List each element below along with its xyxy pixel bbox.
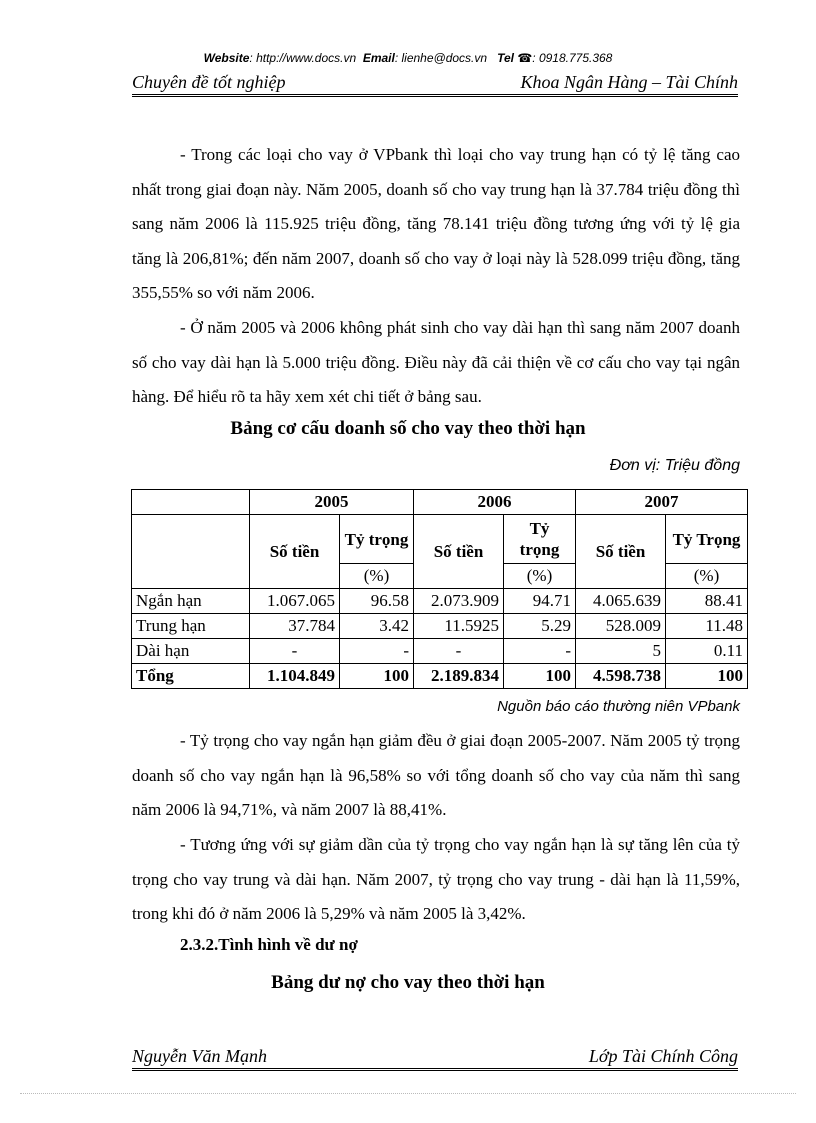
- table-row: [132, 639, 748, 664]
- amount-header: Số tiền: [250, 515, 340, 589]
- footer-class: Lớp Tài Chính Công: [588, 1046, 738, 1066]
- table-cell: 528.009: [576, 614, 666, 639]
- amount-header: Số tiền: [576, 515, 666, 589]
- table-cell: 96.58: [340, 589, 414, 614]
- website-url[interactable]: : http://www.docs.vn: [249, 51, 357, 65]
- page-header: [132, 70, 738, 97]
- website-bar: [0, 50, 816, 66]
- table-cell: 2.189.834: [414, 664, 504, 689]
- table-corner-cell: [132, 490, 250, 515]
- percent-header: (%): [340, 564, 414, 589]
- row-label: Dài hạn: [132, 639, 250, 664]
- table-cell: 37.784: [250, 614, 340, 639]
- header-right: Khoa Ngân Hàng – Tài Chính: [520, 72, 738, 92]
- table-cell: -: [250, 639, 340, 664]
- table-cell: -: [414, 639, 504, 664]
- section-heading: 2.3.2.Tình hình về dư nợ: [180, 935, 358, 954]
- table-cell: 100: [340, 664, 414, 689]
- amount-header: Số tiền: [414, 515, 504, 589]
- table-cell: 5: [576, 639, 666, 664]
- table-cell: 4.065.639: [576, 589, 666, 614]
- table-year-row: [132, 490, 748, 515]
- row-label: Tổng: [132, 664, 250, 689]
- table-cell: 11.48: [666, 614, 748, 639]
- paragraph-3: [132, 724, 740, 828]
- table-cell: 0.11: [666, 639, 748, 664]
- table-cell: 3.42: [340, 614, 414, 639]
- year-header: 2006: [414, 490, 576, 515]
- year-header: 2007: [576, 490, 748, 515]
- table-cell: 5.29: [504, 614, 576, 639]
- table-cell: 11.5925: [414, 614, 504, 639]
- email-label: Email: [362, 51, 395, 65]
- percent-header: (%): [504, 564, 576, 589]
- table-cell: 2.073.909: [414, 589, 504, 614]
- phone-icon: ☎: [517, 51, 533, 65]
- page-footer: [132, 1046, 738, 1071]
- page-divider: [20, 1093, 796, 1094]
- email-address[interactable]: : lienhe@docs.vn: [394, 51, 488, 65]
- table-row: [132, 614, 748, 639]
- table-cell: -: [340, 639, 414, 664]
- table-cell: 1.104.849: [250, 664, 340, 689]
- percent-header: (%): [666, 564, 748, 589]
- loan-structure-table: [131, 489, 748, 689]
- row-label: Ngắn hạn: [132, 589, 250, 614]
- table-cell: 88.41: [666, 589, 748, 614]
- share-header: Tỷ trọng: [504, 515, 576, 564]
- header-left: Chuyên đề tốt nghiệp: [132, 72, 286, 92]
- table-corner-cell: [132, 515, 250, 589]
- table-cell: 94.71: [504, 589, 576, 614]
- table-cell: -: [504, 639, 576, 664]
- website-label: Website: [203, 51, 250, 65]
- footer-author: Nguyễn Văn Mạnh: [132, 1046, 267, 1066]
- share-header: Tỷ trọng: [340, 515, 414, 564]
- table-cell: 1.067.065: [250, 589, 340, 614]
- paragraph-4-text: - Tương ứng với sự giảm dần của tỷ trọng cho vay ngắn hạn là sự tăng lên của tỷ trọng cho vay trung và dài hạn. Năm 2007, tỷ trọng cho vay trung - dài hạn là 11,59%, trong khi đó ở năm 2006 là 5,29% và năm 2005 là 3,42%.: [132, 835, 740, 923]
- paragraph-3-text: - Tỷ trọng cho vay ngắn hạn giảm đều ở giai đoạn 2005-2007. Năm 2005 tỷ trọng doanh số cho vay ngắn hạn là 96,58% so với tổng doanh số cho vay của năm thì sang năm 2006 là 94,71%, và năm 2007 là 88,41%.: [132, 731, 740, 819]
- tel-label: Tel: [497, 51, 514, 65]
- year-header: 2005: [250, 490, 414, 515]
- paragraph-2: [132, 311, 740, 415]
- table-total-row: [132, 664, 748, 689]
- paragraph-2-text: - Ở năm 2005 và 2006 không phát sinh cho vay dài hạn thì sang năm 2007 doanh số cho vay dài hạn là 5.000 triệu đồng. Điều này đã cải thiện về cơ cấu cho vay tại ngân hàng. Để hiểu rõ ta hãy xem xét chi tiết ở bảng sau.: [132, 318, 740, 406]
- table-cell: 4.598.738: [576, 664, 666, 689]
- table-title: Bảng cơ cấu doanh số cho vay theo thời hạn: [230, 418, 586, 439]
- unit-note: Đơn vị: Triệu đồng: [609, 457, 740, 474]
- share-header: Tỷ Trọng: [666, 515, 748, 564]
- row-label: Trung hạn: [132, 614, 250, 639]
- table-subheader-row: [132, 515, 748, 564]
- table-row: [132, 589, 748, 614]
- tel-number: : 0918.775.368: [532, 51, 613, 65]
- table-cell: 100: [666, 664, 748, 689]
- next-table-title: Bảng dư nợ cho vay theo thời hạn: [271, 972, 545, 993]
- paragraph-1-text: - Trong các loại cho vay ở VPbank thì loại cho vay trung hạn có tỷ lệ tăng cao nhất trong giai đoạn này. Năm 2005, doanh số cho vay trung hạn là 37.784 triệu đồng thì sang năm 2006 là 115.925 triệu đồng, tăng 78.141 triệu đồng tương ứng với tỷ lệ gia tăng là 206,81%; đến năm 2007, doanh số cho vay ở loại này là 528.099 triệu đồng, tăng 355,55% so với năm 2006.: [132, 145, 740, 302]
- table-cell: 100: [504, 664, 576, 689]
- paragraph-4: [132, 828, 740, 932]
- paragraph-1: [132, 138, 740, 311]
- source-note: Nguồn báo cáo thường niên VPbank: [497, 698, 740, 715]
